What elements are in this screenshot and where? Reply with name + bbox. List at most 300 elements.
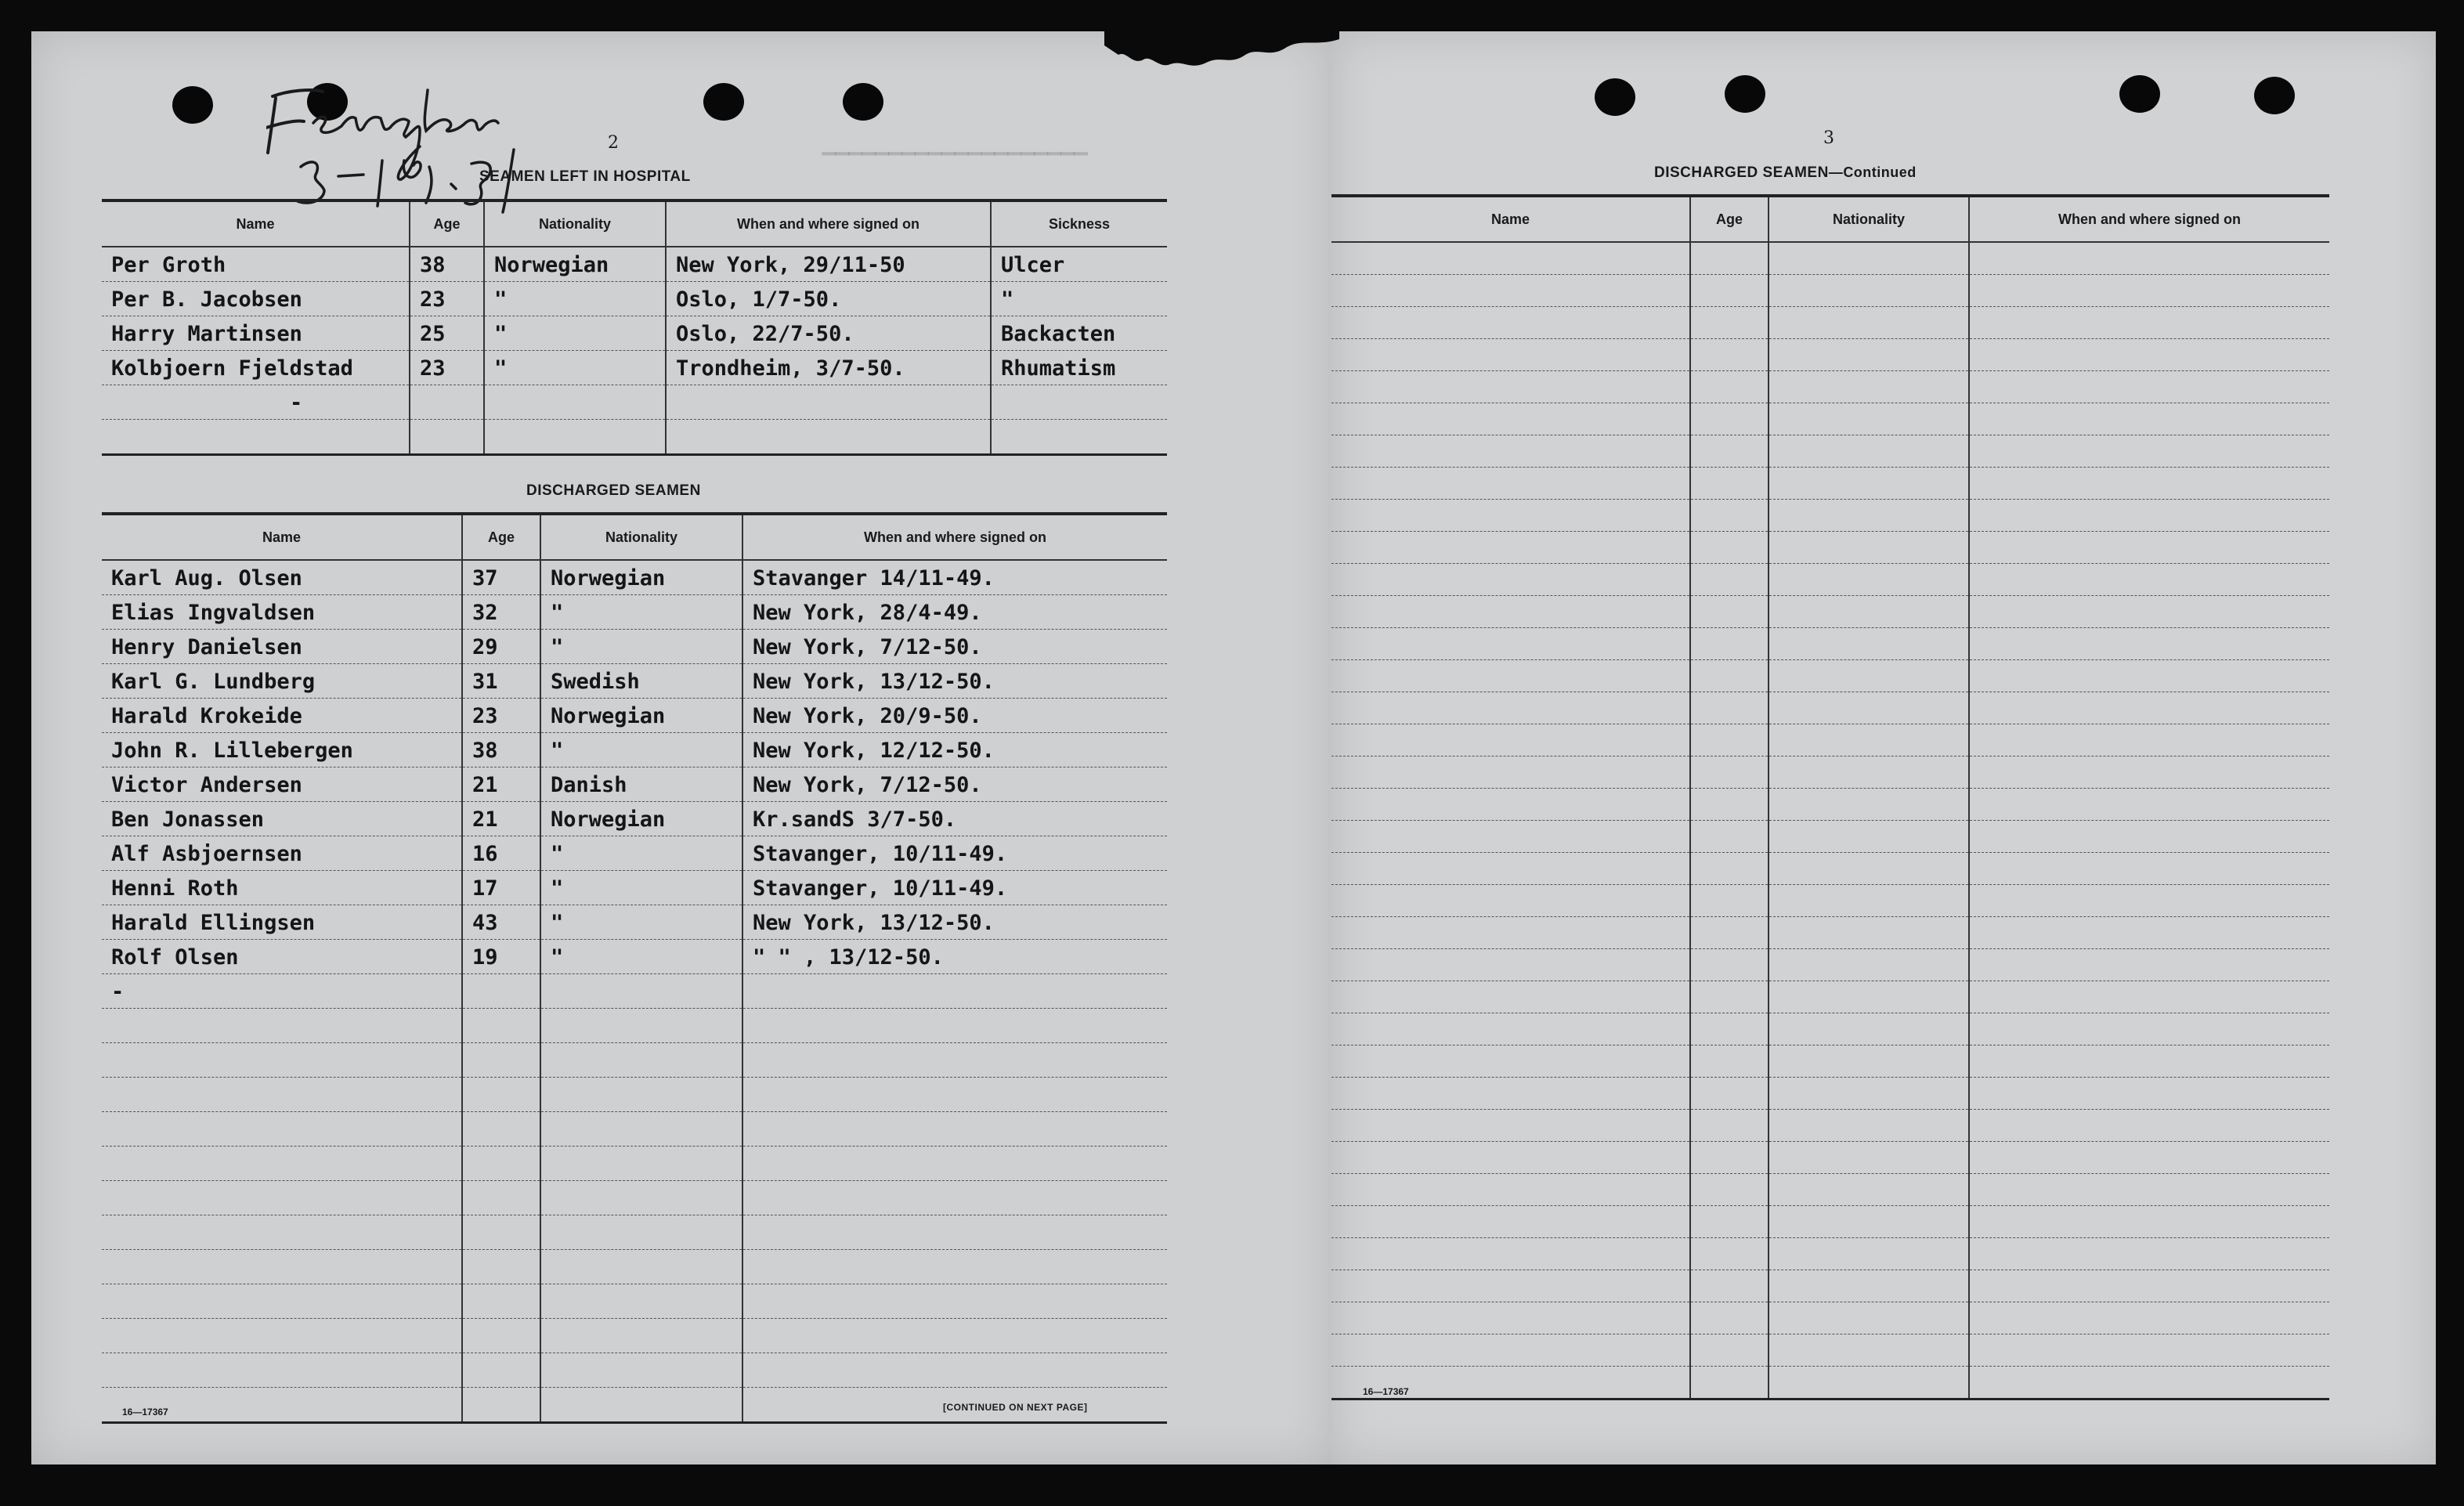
- cell-nationality: [1769, 403, 1969, 435]
- cell-name: -: [102, 385, 410, 420]
- cell-age: 19: [462, 940, 540, 974]
- table-row: [102, 1284, 1167, 1319]
- cell-age: [1690, 660, 1769, 692]
- cell-signed-on: New York, 13/12-50.: [742, 905, 1167, 940]
- cell-age: [1690, 1270, 1769, 1302]
- cell-nationality: [1769, 757, 1969, 789]
- cell-nationality: ": [540, 871, 742, 905]
- cell-signed-on: [1969, 757, 2329, 789]
- column-header-name: Name: [102, 514, 462, 560]
- cell-signed-on: [1969, 371, 2329, 403]
- cell-name: [1331, 307, 1690, 339]
- cell-name: Per B. Jacobsen: [102, 282, 410, 316]
- table-row: [102, 974, 1167, 1009]
- cell-name: [102, 1353, 462, 1388]
- cell-signed-on: [1969, 949, 2329, 981]
- cell-signed-on: Stavanger, 10/11-49.: [742, 871, 1167, 905]
- cell-name: [1331, 1206, 1690, 1238]
- cell-signed-on: New York, 29/11-50: [666, 247, 991, 282]
- cell-signed-on: [742, 1181, 1167, 1215]
- discharged-section-title: DISCHARGED SEAMEN: [526, 482, 701, 499]
- cell-nationality: [1769, 724, 1969, 757]
- table-row: [1331, 981, 2329, 1013]
- table-row: [102, 1215, 1167, 1250]
- cell-name: Victor Andersen: [102, 767, 462, 802]
- cell-age: [1690, 242, 1769, 275]
- cell-signed-on: [1969, 435, 2329, 468]
- cell-name: [102, 1319, 462, 1353]
- cell-age: [462, 1181, 540, 1215]
- cell-age: [462, 1250, 540, 1284]
- cell-nationality: [1769, 1078, 1969, 1110]
- table-row: [102, 1181, 1167, 1215]
- cell-name: [1331, 724, 1690, 757]
- cell-age: 17: [462, 871, 540, 905]
- cell-name: Alf Asbjoernsen: [102, 836, 462, 871]
- table-row: [102, 699, 1167, 733]
- cell-nationality: [540, 1181, 742, 1215]
- cell-nationality: [1769, 1238, 1969, 1270]
- cell-nationality: [1769, 853, 1969, 885]
- cell-nationality: [1769, 1206, 1969, 1238]
- cell-nationality: [1769, 1046, 1969, 1078]
- column-header-nationality: Nationality: [484, 200, 666, 247]
- cell-name: [102, 1181, 462, 1215]
- table-row: [102, 595, 1167, 630]
- cell-age: [1690, 885, 1769, 917]
- cell-nationality: [540, 1319, 742, 1353]
- table-row: [1331, 949, 2329, 981]
- left-page: [31, 31, 1331, 1464]
- cell-age: [1690, 692, 1769, 724]
- cell-age: [1690, 1367, 1769, 1399]
- handwritten-annotation: [266, 74, 595, 215]
- cell-age: 23: [410, 351, 484, 385]
- cell-age: [462, 1078, 540, 1112]
- cell-name: Henry Danielsen: [102, 630, 462, 664]
- cell-age: 37: [462, 560, 540, 595]
- cell-signed-on: [742, 1250, 1167, 1284]
- cell-nationality: [1769, 339, 1969, 371]
- cell-nationality: Danish: [540, 767, 742, 802]
- cell-signed-on: [1969, 596, 2329, 628]
- column-header-name: Name: [102, 200, 410, 247]
- cell-age: 29: [462, 630, 540, 664]
- cell-age: 21: [462, 802, 540, 836]
- table-row: [102, 1353, 1167, 1388]
- cell-nationality: ": [540, 940, 742, 974]
- cell-signed-on: " " , 13/12-50.: [742, 940, 1167, 974]
- column-header-signed-on: When and where signed on: [666, 200, 991, 247]
- cell-nationality: [540, 1043, 742, 1078]
- table-row: [1331, 371, 2329, 403]
- cell-signed-on: Oslo, 1/7-50.: [666, 282, 991, 316]
- table-row: [102, 802, 1167, 836]
- cell-signed-on: [1969, 1013, 2329, 1046]
- cell-name: [1331, 949, 1690, 981]
- table-row: [1331, 1334, 2329, 1367]
- cell-name: [1331, 1302, 1690, 1334]
- discharged-continued-table: [1331, 194, 2329, 1400]
- cell-nationality: [1769, 692, 1969, 724]
- table-row: [102, 1147, 1167, 1181]
- cell-name: Harald Ellingsen: [102, 905, 462, 940]
- cell-name: [1331, 435, 1690, 468]
- cell-age: 38: [410, 247, 484, 282]
- cell-age: [1690, 981, 1769, 1013]
- cell-nationality: ": [540, 905, 742, 940]
- table-row: [102, 282, 1167, 316]
- cell-age: [1690, 1334, 1769, 1367]
- table-row: [102, 1043, 1167, 1078]
- cell-age: [1690, 1238, 1769, 1270]
- cell-signed-on: Oslo, 22/7-50.: [666, 316, 991, 351]
- table-row: [102, 664, 1167, 699]
- cell-nationality: [1769, 949, 1969, 981]
- cell-nationality: [1769, 1110, 1969, 1142]
- cell-nationality: ": [540, 733, 742, 767]
- cell-age: 25: [410, 316, 484, 351]
- cell-age: [410, 420, 484, 455]
- cell-nationality: [1769, 917, 1969, 949]
- cell-signed-on: [1969, 242, 2329, 275]
- cell-age: [1690, 371, 1769, 403]
- table-row: [1331, 596, 2329, 628]
- table-row: [1331, 885, 2329, 917]
- cell-name: [1331, 371, 1690, 403]
- cell-name: [1331, 532, 1690, 564]
- table-row: [102, 733, 1167, 767]
- table-row: [102, 767, 1167, 802]
- table-row: [1331, 500, 2329, 532]
- cell-name: [1331, 1238, 1690, 1270]
- table-row: [102, 316, 1167, 351]
- cell-name: [102, 1112, 462, 1147]
- cell-age: 21: [462, 767, 540, 802]
- cell-name: [1331, 1110, 1690, 1142]
- cell-age: [1690, 949, 1769, 981]
- cell-signed-on: [1969, 981, 2329, 1013]
- torn-edge: [1104, 31, 1339, 94]
- cell-name: [1331, 853, 1690, 885]
- table-row: [1331, 435, 2329, 468]
- cell-signed-on: New York, 13/12-50.: [742, 664, 1167, 699]
- cell-name: Rolf Olsen: [102, 940, 462, 974]
- cell-nationality: [484, 420, 666, 455]
- cell-name: Ben Jonassen: [102, 802, 462, 836]
- cell-signed-on: [1969, 1302, 2329, 1334]
- cell-name: Kolbjoern Fjeldstad: [102, 351, 410, 385]
- cell-signed-on: [1969, 1270, 2329, 1302]
- cell-name: [1331, 1174, 1690, 1206]
- table-row: [1331, 692, 2329, 724]
- cell-nationality: [540, 1388, 742, 1423]
- cell-name: [1331, 628, 1690, 660]
- cell-name: [102, 1009, 462, 1043]
- cell-signed-on: New York, 12/12-50.: [742, 733, 1167, 767]
- table-row: [1331, 1206, 2329, 1238]
- cell-nationality: [1769, 821, 1969, 853]
- cell-signed-on: [1969, 917, 2329, 949]
- cell-name: [1331, 403, 1690, 435]
- table-row: [102, 905, 1167, 940]
- cell-signed-on: [1969, 1174, 2329, 1206]
- cell-signed-on: [1969, 1367, 2329, 1399]
- cell-age: 32: [462, 595, 540, 630]
- cell-name: [1331, 981, 1690, 1013]
- cell-name: Harry Martinsen: [102, 316, 410, 351]
- title-suffix: —Continued: [1828, 164, 1917, 180]
- cell-age: [1690, 1046, 1769, 1078]
- cell-signed-on: [666, 385, 991, 420]
- table-header-row: [1331, 196, 2329, 242]
- cell-signed-on: [742, 1043, 1167, 1078]
- bleed-through-text: ▔▔▔▔▔▔▔▔▔▔▔▔▔▔▔▔▔▔▔▔: [822, 153, 1088, 172]
- cell-age: [1690, 596, 1769, 628]
- cell-age: [462, 1215, 540, 1250]
- cell-age: [1690, 1142, 1769, 1174]
- cell-signed-on: [1969, 564, 2329, 596]
- cell-name: [102, 1147, 462, 1181]
- cell-signed-on: [742, 1319, 1167, 1353]
- cell-age: [462, 1388, 540, 1423]
- cell-nationality: [1769, 660, 1969, 692]
- cell-age: [1690, 532, 1769, 564]
- cell-age: [462, 1147, 540, 1181]
- cell-age: 23: [462, 699, 540, 733]
- column-header-signed-on: When and where signed on: [742, 514, 1167, 560]
- cell-age: [1690, 339, 1769, 371]
- cell-nationality: [1769, 596, 1969, 628]
- cell-nationality: ": [484, 282, 666, 316]
- table-row: [102, 1078, 1167, 1112]
- cell-signed-on: [1969, 1206, 2329, 1238]
- cell-nationality: [1769, 1334, 1969, 1367]
- table-row: [102, 1319, 1167, 1353]
- cell-name: [1331, 692, 1690, 724]
- cell-signed-on: [1969, 885, 2329, 917]
- table-row: [1331, 853, 2329, 885]
- cell-signed-on: [1969, 1046, 2329, 1078]
- cell-signed-on: [1969, 1238, 2329, 1270]
- cell-nationality: [540, 974, 742, 1009]
- cell-nationality: [1769, 1302, 1969, 1334]
- table-row: [1331, 532, 2329, 564]
- cell-age: [462, 1112, 540, 1147]
- cell-name: [102, 1284, 462, 1319]
- hospital-table: [102, 199, 1167, 456]
- cell-name: [102, 1215, 462, 1250]
- cell-nationality: ": [540, 630, 742, 664]
- table-row: [102, 871, 1167, 905]
- punch-hole: [843, 83, 883, 121]
- page-number: 3: [1823, 128, 1834, 148]
- cell-signed-on: [742, 1147, 1167, 1181]
- table-row: [1331, 1078, 2329, 1110]
- cell-age: [1690, 435, 1769, 468]
- cell-age: [462, 974, 540, 1009]
- table-row: [102, 247, 1167, 282]
- cell-age: [1690, 275, 1769, 307]
- cell-name: [1331, 917, 1690, 949]
- cell-name: [1331, 500, 1690, 532]
- cell-sickness: [991, 420, 1167, 455]
- table-row: [1331, 339, 2329, 371]
- cell-nationality: [1769, 1270, 1969, 1302]
- table-row: [1331, 564, 2329, 596]
- cell-age: [1690, 821, 1769, 853]
- cell-signed-on: Kr.sandS 3/7-50.: [742, 802, 1167, 836]
- table-row: [1331, 275, 2329, 307]
- cell-signed-on: [742, 1009, 1167, 1043]
- cell-age: [1690, 789, 1769, 821]
- table-row: [1331, 1302, 2329, 1334]
- table-row: [1331, 789, 2329, 821]
- cell-name: [1331, 757, 1690, 789]
- cell-name: Elias Ingvaldsen: [102, 595, 462, 630]
- cell-signed-on: Trondheim, 3/7-50.: [666, 351, 991, 385]
- column-header-age: Age: [410, 200, 484, 247]
- cell-nationality: [540, 1112, 742, 1147]
- cell-nationality: [540, 1353, 742, 1388]
- cell-age: [1690, 1302, 1769, 1334]
- cell-name: [1331, 1046, 1690, 1078]
- column-header-nationality: Nationality: [540, 514, 742, 560]
- cell-name: [102, 1043, 462, 1078]
- cell-signed-on: [1969, 660, 2329, 692]
- cell-nationality: [1769, 1367, 1969, 1399]
- cell-nationality: [1769, 307, 1969, 339]
- cell-signed-on: [1969, 821, 2329, 853]
- cell-name: [1331, 468, 1690, 500]
- table-row: [102, 836, 1167, 871]
- cell-nationality: [1769, 1013, 1969, 1046]
- cell-nationality: ": [484, 351, 666, 385]
- cell-name: [1331, 660, 1690, 692]
- cell-age: [1690, 1078, 1769, 1110]
- cell-name: [1331, 1013, 1690, 1046]
- cell-sickness: ": [991, 282, 1167, 316]
- cell-nationality: Norwegian: [540, 699, 742, 733]
- hospital-section-title: SEAMEN LEFT IN HOSPITAL: [479, 168, 691, 185]
- cell-signed-on: [742, 1353, 1167, 1388]
- cell-age: [462, 1009, 540, 1043]
- cell-signed-on: [1969, 1078, 2329, 1110]
- cell-name: -: [102, 974, 462, 1009]
- cell-nationality: [540, 1078, 742, 1112]
- cell-nationality: [1769, 789, 1969, 821]
- cell-sickness: [991, 385, 1167, 420]
- cell-signed-on: [1969, 307, 2329, 339]
- table-row: [1331, 1142, 2329, 1174]
- cell-age: [1690, 1174, 1769, 1206]
- form-number: 16—17367: [122, 1407, 168, 1418]
- cell-age: 38: [462, 733, 540, 767]
- discharged-table: [102, 512, 1167, 1424]
- cell-age: [1690, 500, 1769, 532]
- cell-age: [462, 1319, 540, 1353]
- punch-hole: [2254, 77, 2295, 114]
- cell-age: [1690, 724, 1769, 757]
- table-row: [1331, 403, 2329, 435]
- cell-nationality: ": [484, 316, 666, 351]
- cell-age: [1690, 628, 1769, 660]
- cell-nationality: [1769, 500, 1969, 532]
- cell-signed-on: [1969, 853, 2329, 885]
- cell-signed-on: [1969, 724, 2329, 757]
- table-row: [1331, 917, 2329, 949]
- cell-signed-on: [742, 1284, 1167, 1319]
- cell-nationality: [1769, 1174, 1969, 1206]
- cell-nationality: [1769, 564, 1969, 596]
- cell-signed-on: [1969, 468, 2329, 500]
- cell-signed-on: New York, 7/12-50.: [742, 630, 1167, 664]
- table-row: [1331, 1110, 2329, 1142]
- cell-sickness: Rhumatism: [991, 351, 1167, 385]
- cell-nationality: [484, 385, 666, 420]
- table-row: [102, 1112, 1167, 1147]
- cell-signed-on: [1969, 692, 2329, 724]
- punch-hole: [172, 86, 213, 124]
- table-row: [102, 420, 1167, 455]
- cell-nationality: [540, 1284, 742, 1319]
- cell-name: [1331, 275, 1690, 307]
- cell-age: [1690, 1206, 1769, 1238]
- cell-age: [462, 1353, 540, 1388]
- cell-age: [410, 385, 484, 420]
- cell-age: [1690, 917, 1769, 949]
- table-row: [102, 560, 1167, 595]
- column-header-nationality: Nationality: [1769, 196, 1969, 242]
- cell-name: [1331, 1334, 1690, 1367]
- cell-nationality: Swedish: [540, 664, 742, 699]
- punch-hole: [1595, 78, 1635, 116]
- cell-signed-on: [1969, 628, 2329, 660]
- table-row: [1331, 1270, 2329, 1302]
- cell-name: [1331, 1078, 1690, 1110]
- cell-signed-on: New York, 7/12-50.: [742, 767, 1167, 802]
- cell-signed-on: [1969, 403, 2329, 435]
- cell-signed-on: Stavanger, 10/11-49.: [742, 836, 1167, 871]
- cell-signed-on: [1969, 789, 2329, 821]
- cell-signed-on: [1969, 500, 2329, 532]
- cell-nationality: [1769, 628, 1969, 660]
- cell-nationality: [1769, 532, 1969, 564]
- column-header-sickness: Sickness: [991, 200, 1167, 247]
- cell-nationality: [1769, 242, 1969, 275]
- cell-name: [1331, 1270, 1690, 1302]
- cell-signed-on: [1969, 532, 2329, 564]
- right-page: [1331, 31, 2436, 1464]
- table-row: [1331, 724, 2329, 757]
- cell-signed-on: [1969, 1334, 2329, 1367]
- cell-age: [462, 1284, 540, 1319]
- table-row: [102, 1250, 1167, 1284]
- column-header-age: Age: [462, 514, 540, 560]
- cell-nationality: Norwegian: [484, 247, 666, 282]
- cell-signed-on: [1969, 1142, 2329, 1174]
- form-number: 16—17367: [1363, 1386, 1409, 1397]
- table-row: [102, 940, 1167, 974]
- title-main: DISCHARGED SEAMEN: [1654, 164, 1829, 181]
- column-header-name: Name: [1331, 196, 1690, 242]
- punch-hole: [1725, 75, 1765, 113]
- cell-signed-on: [1969, 1110, 2329, 1142]
- continued-note: [CONTINUED ON NEXT PAGE]: [943, 1402, 1088, 1413]
- cell-signed-on: New York, 20/9-50.: [742, 699, 1167, 733]
- table-row: [1331, 307, 2329, 339]
- cell-sickness: Backacten: [991, 316, 1167, 351]
